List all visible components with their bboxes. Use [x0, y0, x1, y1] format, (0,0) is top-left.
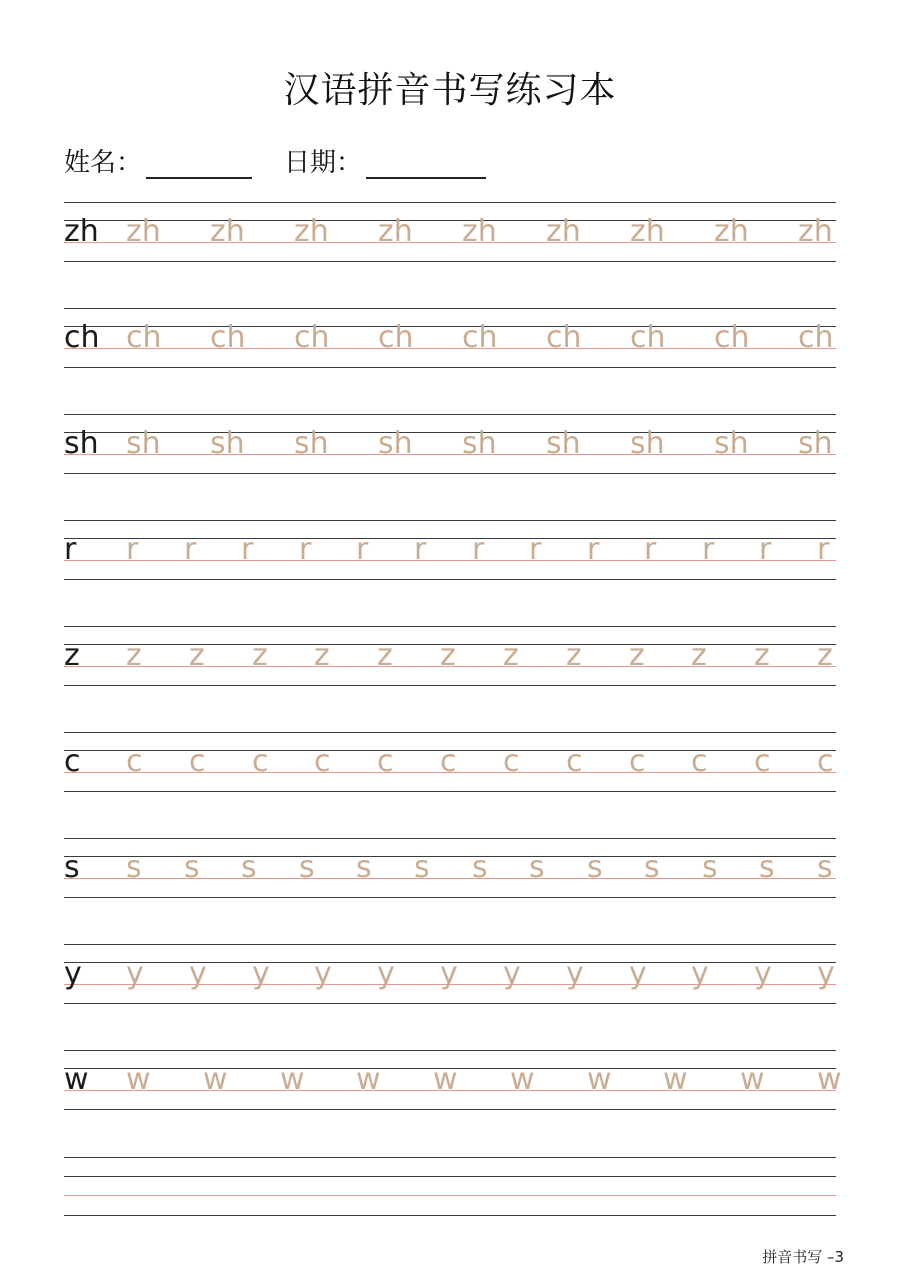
trace-letter: zh [294, 214, 329, 249]
trace-letter: s [529, 850, 545, 885]
trace-letter: s [644, 850, 660, 885]
name-label: 姓名： [64, 148, 143, 178]
trace-letter: zh [126, 214, 161, 249]
trace-letter: y [754, 956, 772, 991]
trace-letter: s [241, 850, 257, 885]
trace-letter: ch [294, 320, 330, 355]
model-letter: z [64, 638, 80, 673]
trace-letter: r [414, 532, 427, 567]
trace-letter: s [759, 850, 775, 885]
trace-letter: w [587, 1062, 612, 1097]
mid-line [64, 1176, 836, 1177]
trace-letter: s [299, 850, 315, 885]
trace-letter: s [356, 850, 372, 885]
practice-row-w[interactable] [64, 1050, 842, 1110]
trace-letter: zh [630, 214, 665, 249]
practice-row-sh[interactable] [64, 414, 836, 474]
mid-line [64, 538, 836, 539]
trace-letter: sh [714, 426, 749, 461]
trace-letter: r [587, 532, 600, 567]
trace-letter: c [314, 744, 331, 779]
trace-letter: z [440, 638, 456, 673]
trace-letter: w [510, 1062, 535, 1097]
trace-letter: ch [462, 320, 498, 355]
trace-letter: w [203, 1062, 228, 1097]
trace-letter: w [740, 1062, 765, 1097]
trace-letter: w [433, 1062, 458, 1097]
trace-letter: z [691, 638, 707, 673]
bottom-line [64, 579, 836, 580]
trace-letter: w [663, 1062, 688, 1097]
date-label: 日期： [284, 148, 363, 178]
trace-letter: r [356, 532, 369, 567]
trace-letter: sh [462, 426, 497, 461]
trace-letter: c [566, 744, 583, 779]
practice-row-z[interactable] [64, 626, 836, 686]
trace-letter: zh [210, 214, 245, 249]
blank-practice-row[interactable] [64, 1157, 836, 1217]
trace-letter: ch [546, 320, 582, 355]
trace-letter: c [252, 744, 269, 779]
trace-letter: y [629, 956, 647, 991]
trace-letter: c [503, 744, 520, 779]
trace-letter: ch [210, 320, 246, 355]
trace-letter: c [691, 744, 708, 779]
model-letter: s [64, 850, 80, 885]
trace-letter: s [587, 850, 603, 885]
trace-letter: ch [798, 320, 834, 355]
trace-letter: y [189, 956, 207, 991]
trace-letter: w [280, 1062, 305, 1097]
model-letter: zh [64, 214, 99, 249]
top-line [64, 1157, 836, 1158]
trace-letter: sh [126, 426, 161, 461]
trace-letter: z [754, 638, 770, 673]
trace-letter: zh [798, 214, 833, 249]
model-letter: sh [64, 426, 99, 461]
trace-letter: r [241, 532, 254, 567]
trace-letter: r [529, 532, 542, 567]
trace-letter: z [503, 638, 519, 673]
trace-letter: z [817, 638, 833, 673]
trace-letter: y [566, 956, 584, 991]
date-blank[interactable] [366, 151, 486, 179]
trace-letter: y [314, 956, 332, 991]
trace-letter: r [472, 532, 485, 567]
trace-letter: c [440, 744, 457, 779]
trace-letter: w [356, 1062, 381, 1097]
trace-letter: zh [714, 214, 749, 249]
trace-letter: z [377, 638, 393, 673]
name-blank[interactable] [146, 151, 252, 179]
trace-letter: y [440, 956, 458, 991]
trace-letter: r [299, 532, 312, 567]
trace-letter: y [252, 956, 270, 991]
model-letter: w [64, 1062, 89, 1097]
trace-letter: w [126, 1062, 151, 1097]
trace-letter: s [414, 850, 430, 885]
trace-letter: zh [462, 214, 497, 249]
top-line [64, 520, 836, 521]
model-letter: c [64, 744, 81, 779]
trace-letter: c [754, 744, 771, 779]
bottom-line [64, 1215, 836, 1216]
trace-letter: r [702, 532, 715, 567]
trace-letter: s [472, 850, 488, 885]
mid-line [64, 856, 836, 857]
trace-letter: s [184, 850, 200, 885]
trace-letter: ch [630, 320, 666, 355]
practice-row-zh[interactable] [64, 202, 836, 262]
trace-letter: sh [630, 426, 665, 461]
trace-letter: ch [714, 320, 750, 355]
trace-letter: c [126, 744, 143, 779]
trace-letter: z [189, 638, 205, 673]
bottom-line [64, 897, 836, 898]
baseline [64, 560, 836, 561]
trace-letter: z [314, 638, 330, 673]
trace-letter: sh [798, 426, 833, 461]
trace-letter: w [817, 1062, 842, 1097]
model-letter: r [64, 532, 77, 567]
trace-letter: c [189, 744, 206, 779]
trace-letter: y [126, 956, 144, 991]
model-letter: y [64, 956, 82, 991]
trace-letter: z [126, 638, 142, 673]
practice-row-y[interactable] [64, 944, 836, 1004]
trace-letter: s [817, 850, 833, 885]
trace-letter: ch [126, 320, 162, 355]
trace-letter: c [629, 744, 646, 779]
practice-row-ch[interactable] [64, 308, 836, 368]
practice-row-s[interactable] [64, 838, 836, 898]
trace-letter: r [817, 532, 830, 567]
trace-letter: r [759, 532, 772, 567]
trace-letter: s [702, 850, 718, 885]
trace-letter: z [252, 638, 268, 673]
top-line [64, 838, 836, 839]
date-field [284, 142, 486, 179]
trace-letter: r [126, 532, 139, 567]
page-title: 汉语拼音书写练习本 [283, 70, 617, 111]
trace-letter: zh [378, 214, 413, 249]
trace-letter: z [629, 638, 645, 673]
trace-letter: sh [210, 426, 245, 461]
trace-letter: sh [378, 426, 413, 461]
baseline [64, 878, 836, 879]
trace-letter: sh [546, 426, 581, 461]
trace-letter: y [817, 956, 835, 991]
trace-letter: s [126, 850, 142, 885]
trace-letter: y [503, 956, 521, 991]
trace-letter: z [566, 638, 582, 673]
trace-letter: ch [378, 320, 414, 355]
trace-letter: c [817, 744, 834, 779]
trace-letter: c [377, 744, 394, 779]
name-field [64, 142, 252, 179]
trace-letter: y [377, 956, 395, 991]
baseline [64, 1195, 836, 1196]
practice-row-c[interactable] [64, 732, 836, 792]
practice-row-r[interactable] [64, 520, 836, 580]
trace-letter: zh [546, 214, 581, 249]
model-letter: ch [64, 320, 100, 355]
trace-letter: y [691, 956, 709, 991]
page-footer: 拼音书写 –3 [762, 1248, 844, 1266]
trace-letter: sh [294, 426, 329, 461]
trace-letter: r [644, 532, 657, 567]
trace-letter: r [184, 532, 197, 567]
